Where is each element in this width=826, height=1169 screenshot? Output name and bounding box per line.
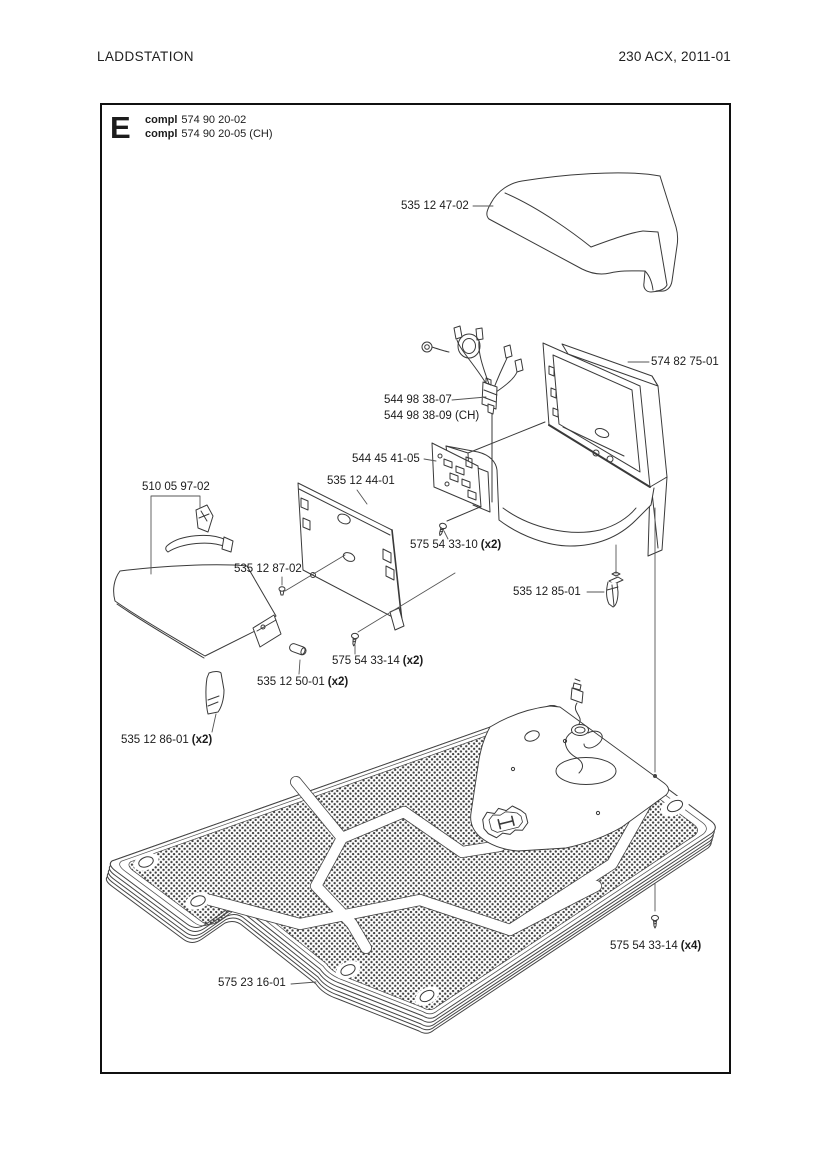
part-label-circuit-board: 544 45 41-05	[352, 453, 420, 465]
model-revision: 230 ACX, 2011-01	[618, 49, 731, 64]
part-label-plug: 535 12 85-01	[513, 586, 581, 598]
part-label-cable-harness-ch: 544 98 38-09 (CH)	[384, 410, 480, 422]
compl-row: compl 574 90 20-02	[145, 114, 247, 126]
part-label-top-cover: 535 12 47-02	[401, 200, 469, 212]
pin-drawing	[288, 643, 307, 656]
part-label-rivet: 535 12 87-02	[234, 563, 302, 575]
top-cover-drawing	[487, 173, 678, 292]
part-label-screw-c: 575 54 33-14 (x4)	[610, 940, 702, 952]
screw-c-drawing	[652, 915, 659, 928]
screw-b-drawing	[350, 633, 359, 646]
part-label-lid-and-handle: 510 05 97-02	[142, 481, 210, 493]
part-label-pin: 535 12 50-01 (x2)	[257, 676, 349, 688]
circuit-board-drawing	[432, 443, 481, 521]
section-letter: E	[110, 110, 131, 145]
part-label-screw-b: 575 54 33-14 (x2)	[332, 655, 424, 667]
part-label-strip: 535 12 86-01 (x2)	[121, 734, 213, 746]
plug-drawing	[607, 572, 623, 607]
part-label-back-frame: 574 82 75-01	[651, 356, 719, 368]
base-plate-drawing	[106, 679, 715, 1033]
part-label-mounting-plate: 535 12 44-01	[327, 475, 395, 487]
page-title: LADDSTATION	[97, 49, 194, 64]
compl-row: compl 574 90 20-05 (CH)	[145, 128, 273, 140]
lid-drawing	[114, 505, 281, 658]
rivet-drawing	[279, 587, 285, 595]
part-label-base-plate: 575 23 16-01	[218, 977, 286, 989]
part-label-screw-a: 575 54 33-10 (x2)	[410, 539, 502, 551]
strip-drawing	[206, 672, 224, 715]
mounting-plate-drawing	[298, 483, 404, 630]
part-label-cable-harness: 544 98 38-07	[384, 394, 452, 406]
